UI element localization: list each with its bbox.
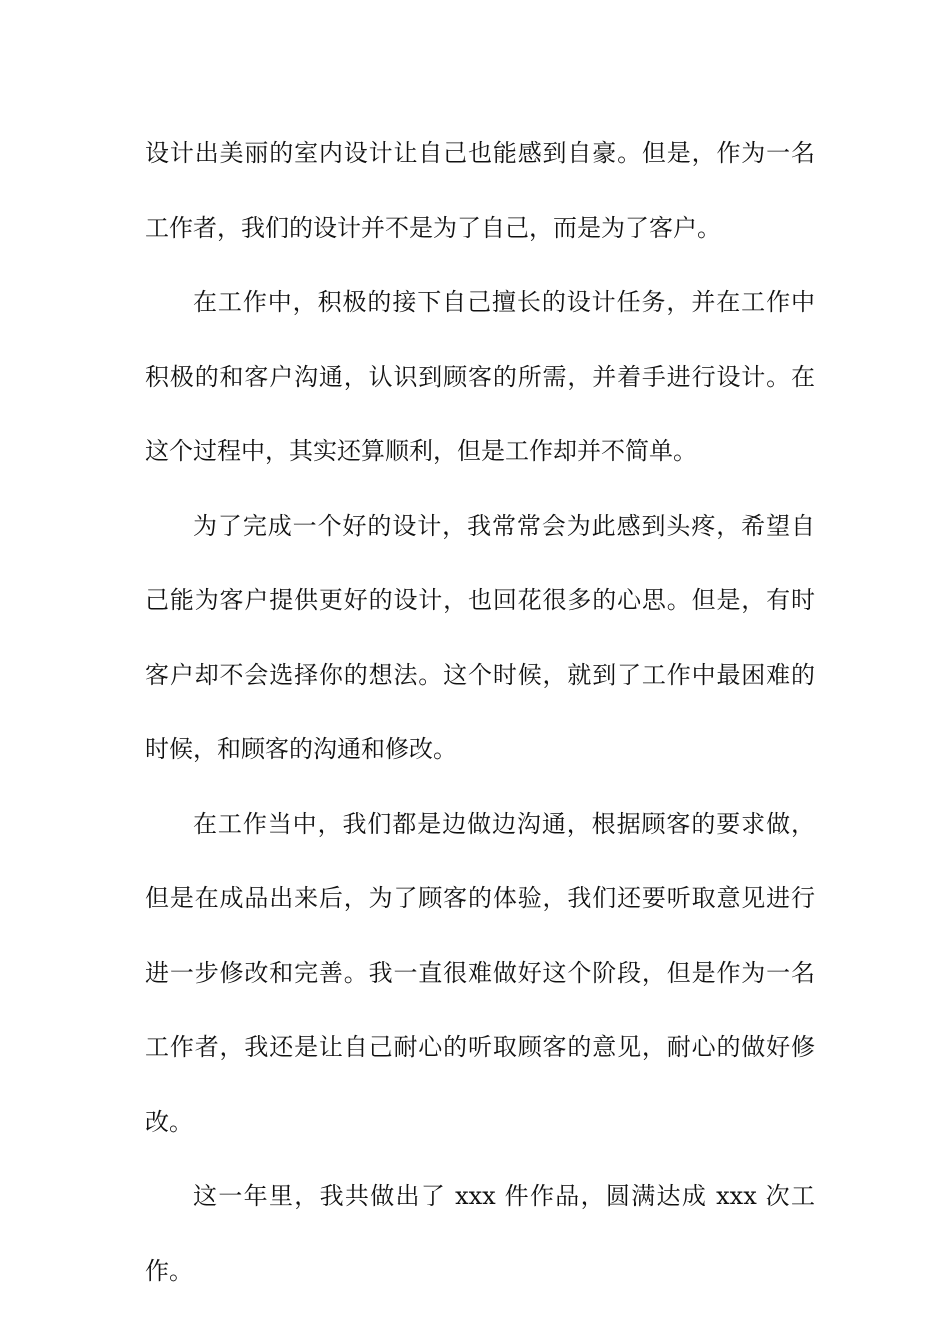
paragraph-3: 为了完成一个好的设计，我常常会为此感到头疼，希望自己能为客户提供更好的设计，也回花很多的心思。但是，有时客户却不会选择你的想法。这个时候，就到了工作中最困难的时候，和顾客的沟通和修改。	[145, 511, 815, 763]
paragraph-2: 在工作中，积极的接下自己擅长的设计任务，并在工作中积极的和客户沟通，认识到顾客的所需，并着手进行设计。在这个过程中，其实还算顺利，但是工作却并不简单。	[145, 288, 815, 465]
paragraph-1: 设计出美丽的室内设计让自己也能感到自豪。但是，作为一名工作者，我们的设计并不是为了自己，而是为了客户。	[145, 139, 815, 242]
paragraph-5: 这一年里，我共做出了 xxx 件作品，圆满达成 xxx 次工作。	[145, 1182, 815, 1285]
document-body	[145, 116, 815, 1308]
paragraph-4: 在工作当中，我们都是边做边沟通，根据顾客的要求做，但是在成品出来后，为了顾客的体验，我们还要听取意见进行进一步修改和完善。我一直很难做好这个阶段，但是作为一名工作者，我还是让自己耐心的听取顾客的意见，耐心的做好修改。	[145, 809, 815, 1136]
